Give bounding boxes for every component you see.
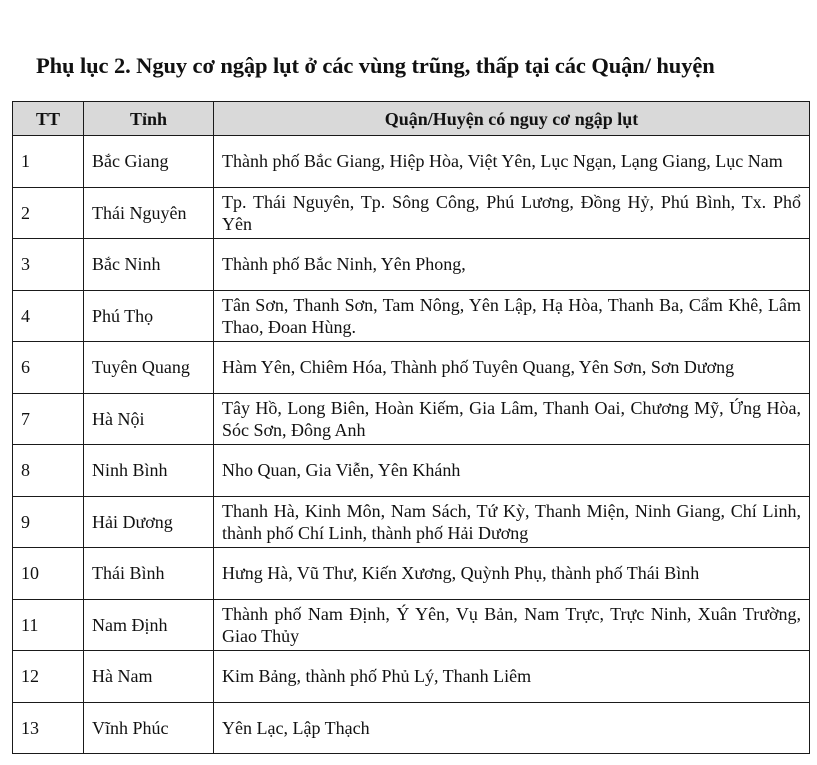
cell-province: Ninh Bình xyxy=(84,445,214,497)
cell-districts: Tân Sơn, Thanh Sơn, Tam Nông, Yên Lập, Hạ Hòa, Thanh Ba, Cẩm Khê, Lâm Thao, Đoan Hùng. xyxy=(214,290,810,342)
cell-tt: 13 xyxy=(13,702,84,754)
table-row xyxy=(13,393,810,445)
cell-province: Thái Bình xyxy=(84,548,214,600)
table-row xyxy=(13,651,810,703)
cell-tt: 1 xyxy=(13,136,84,188)
cell-tt: 2 xyxy=(13,187,84,239)
cell-province: Bắc Giang xyxy=(84,136,214,188)
cell-tt: 7 xyxy=(13,393,84,445)
table-row xyxy=(13,187,810,239)
table-row xyxy=(13,702,810,754)
table-row xyxy=(13,290,810,342)
cell-tt: 11 xyxy=(13,599,84,651)
cell-districts: Tây Hồ, Long Biên, Hoàn Kiếm, Gia Lâm, Thanh Oai, Chương Mỹ, Ứng Hòa, Sóc Sơn, Đông Anh xyxy=(214,393,810,445)
cell-province: Bắc Ninh xyxy=(84,239,214,291)
cell-districts: Nho Quan, Gia Viễn, Yên Khánh xyxy=(214,445,810,497)
cell-districts: Yên Lạc, Lập Thạch xyxy=(214,702,810,754)
cell-province: Phú Thọ xyxy=(84,290,214,342)
cell-province: Vĩnh Phúc xyxy=(84,702,214,754)
cell-tt: 6 xyxy=(13,342,84,394)
cell-districts: Thành phố Bắc Giang, Hiệp Hòa, Việt Yên, Lục Ngạn, Lạng Giang, Lục Nam xyxy=(214,136,810,188)
cell-province: Thái Nguyên xyxy=(84,187,214,239)
table-row xyxy=(13,496,810,548)
cell-districts: Hưng Hà, Vũ Thư, Kiến Xương, Quỳnh Phụ, thành phố Thái Bình xyxy=(214,548,810,600)
table-row xyxy=(13,136,810,188)
table-row xyxy=(13,342,810,394)
cell-districts: Tp. Thái Nguyên, Tp. Sông Công, Phú Lương, Đồng Hỷ, Phú Bình, Tx. Phổ Yên xyxy=(214,187,810,239)
cell-tt: 4 xyxy=(13,290,84,342)
cell-province: Nam Định xyxy=(84,599,214,651)
document-title: Phụ lục 2. Nguy cơ ngập lụt ở các vùng trũng, thấp tại các Quận/ huyện xyxy=(36,53,715,78)
cell-province: Hà Nam xyxy=(84,651,214,703)
cell-districts: Kim Bảng, thành phố Phủ Lý, Thanh Liêm xyxy=(214,651,810,703)
cell-province: Tuyên Quang xyxy=(84,342,214,394)
cell-province: Hải Dương xyxy=(84,496,214,548)
cell-districts: Hàm Yên, Chiêm Hóa, Thành phố Tuyên Quang, Yên Sơn, Sơn Dương xyxy=(214,342,810,394)
cell-districts: Thanh Hà, Kinh Môn, Nam Sách, Tứ Kỳ, Thanh Miện, Ninh Giang, Chí Linh, thành phố Chí Linh, thành phố Hải Dương xyxy=(214,496,810,548)
cell-tt: 3 xyxy=(13,239,84,291)
cell-province: Hà Nội xyxy=(84,393,214,445)
header-tt: TT xyxy=(13,102,84,136)
cell-tt: 9 xyxy=(13,496,84,548)
table-header-row xyxy=(13,102,810,136)
cell-tt: 8 xyxy=(13,445,84,497)
table-row xyxy=(13,445,810,497)
header-districts: Quận/Huyện có nguy cơ ngập lụt xyxy=(214,102,810,136)
table-row xyxy=(13,239,810,291)
flood-risk-table xyxy=(12,101,810,754)
table-row xyxy=(13,548,810,600)
header-province: Tỉnh xyxy=(84,102,214,136)
cell-tt: 10 xyxy=(13,548,84,600)
cell-tt: 12 xyxy=(13,651,84,703)
table-row xyxy=(13,599,810,651)
cell-districts: Thành phố Bắc Ninh, Yên Phong, xyxy=(214,239,810,291)
cell-districts: Thành phố Nam Định, Ý Yên, Vụ Bản, Nam Trực, Trực Ninh, Xuân Trường, Giao Thủy xyxy=(214,599,810,651)
